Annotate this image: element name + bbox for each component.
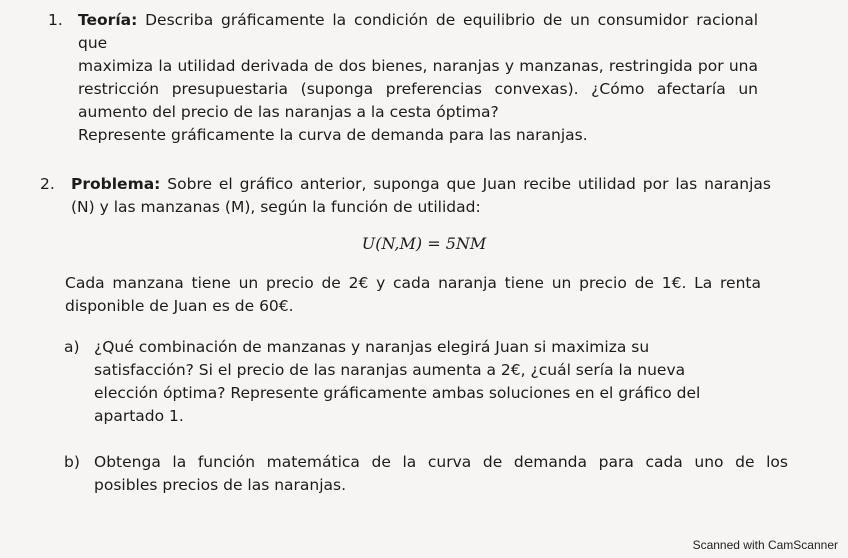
part-a-line-2: satisfacción? Si el precio de las naranjas aumenta a 2€, ¿cuál sería la nueva bbox=[94, 361, 686, 379]
part-a-label: a) bbox=[64, 338, 80, 356]
part-b-label: b) bbox=[64, 453, 80, 471]
question-2-number: 2. bbox=[40, 175, 55, 193]
scanner-watermark: Scanned with CamScanner bbox=[692, 538, 838, 552]
prices-line-1: Cada manzana tiene un precio de 2€ y cada naranja tiene un precio de 1€. La renta bbox=[65, 274, 761, 292]
question-1-line-2: maximiza la utilidad derivada de dos bienes, naranjas y manzanas, restringida por una bbox=[78, 57, 758, 75]
part-a-line-4: apartado 1. bbox=[94, 407, 184, 425]
question-1-lead: Teoría: bbox=[78, 11, 138, 29]
part-b bbox=[94, 451, 788, 497]
prices-line-2: disponible de Juan es de 60€. bbox=[65, 297, 294, 315]
question-1-line-5: Represente gráficamente la curva de demanda para las naranjas. bbox=[78, 126, 588, 144]
question-1-line-3: restricción presupuestaria (suponga preferencias convexas). ¿Cómo afectaría un bbox=[78, 80, 758, 98]
question-2-line-2: (N) y las manzanas (M), según la función de utilidad: bbox=[71, 198, 481, 216]
question-1-number: 1. bbox=[48, 11, 63, 29]
question-2-lead: Problema: bbox=[71, 175, 161, 193]
utility-function: U(N,M) = 5NM bbox=[361, 234, 487, 253]
question-2-line-1: Problema: Sobre el gráfico anterior, suponga que Juan recibe utilidad por las naranjas bbox=[71, 175, 771, 193]
part-a-line-3: elección óptima? Represente gráficamente ambas soluciones en el gráfico del bbox=[94, 384, 701, 402]
part-b-line-1: Obtenga la función matemática de la curva de demanda para cada uno de los bbox=[94, 453, 788, 471]
question-1-line-4: aumento del precio de las naranjas a la cesta óptima? bbox=[78, 103, 499, 121]
question-1-line-1: Teoría: Describa gráficamente la condición de equilibrio de un consumidor racional que bbox=[78, 11, 759, 52]
part-b-line-2: posibles precios de las naranjas. bbox=[94, 476, 347, 494]
part-a bbox=[94, 336, 744, 428]
part-a-line-1: ¿Qué combinación de manzanas y naranjas elegirá Juan si maximiza su bbox=[94, 338, 650, 356]
